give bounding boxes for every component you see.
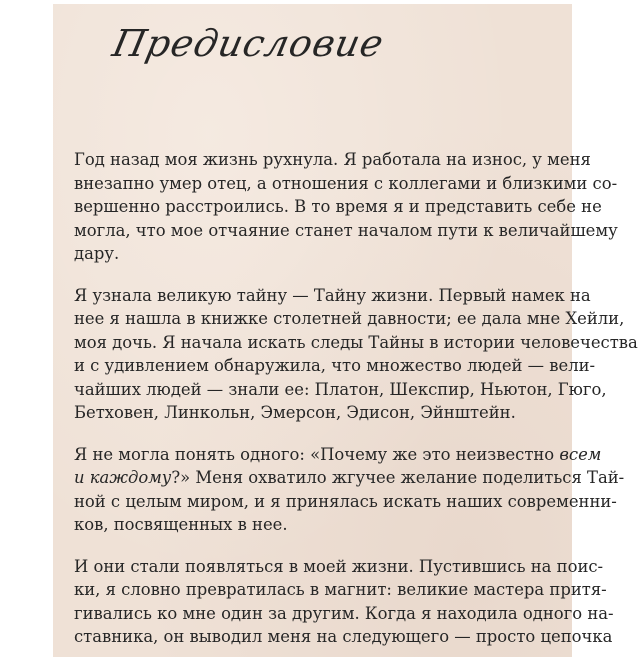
paragraph-3: [74, 443, 625, 537]
paragraph-1: [74, 148, 618, 266]
text-line: нее я нашла в книжке столетней давности; ее дала мне Хейли,: [74, 309, 625, 328]
emphasis-text: и каждому: [74, 468, 172, 487]
paragraph-2: [74, 284, 638, 425]
emphasis-text: всем: [559, 444, 602, 464]
text-line: и с удивлением обнаружила, что множество людей — вели-: [74, 356, 596, 375]
text-line: Я узнала великую тайну — Тайну жизни. Первый намек на: [74, 285, 591, 305]
text-fragment: Я не могла понять одного: «Почему же это неизвестно: [74, 444, 560, 464]
text-line: Год назад моя жизнь рухнула. Я работала на износ, у меня: [74, 150, 591, 169]
text-line: ставника, он выводил меня на следующего — просто цепочка: [74, 627, 613, 646]
text-line: вершенно расстроились. В то время я и представить себе не: [74, 197, 602, 216]
text-line: Бетховен, Линкольн, Эмерсон, Эдисон, Эйнштейн.: [74, 403, 516, 422]
text-line: дару.: [74, 244, 120, 263]
text-line: моя дочь. Я начала искать следы Тайны в истории человечества: [74, 332, 638, 352]
text-line: чайших людей — знали ее: Платон, Шекспир, Ньютон, Гюго,: [74, 379, 607, 399]
text-line: внезапно умер отец, а отношения с коллегами и близкими со-: [74, 173, 618, 193]
body-text: [74, 148, 638, 667]
text-line: [74, 443, 602, 467]
text-line: И они стали появляться в моей жизни. Пустившись на поис-: [74, 556, 604, 576]
page-title: Предисловие: [108, 22, 388, 65]
text-line: ки, я словно превратилась в магнит: великие мастера притя-: [74, 580, 607, 599]
text-line: гивались ко мне один за другим. Когда я находила одного на-: [74, 603, 614, 623]
paragraph-4: [74, 555, 614, 649]
text-line: ной с целым миром, и я принялась искать наших современни-: [74, 491, 617, 511]
text-line: ков, посвященных в нее.: [74, 515, 288, 534]
text-line: [74, 466, 625, 490]
text-line: могла, что мое отчаяние станет началом пути к величайшему: [74, 220, 618, 240]
text-fragment: ?» Меня охватило жгучее желание поделиться Тай-: [171, 468, 625, 487]
